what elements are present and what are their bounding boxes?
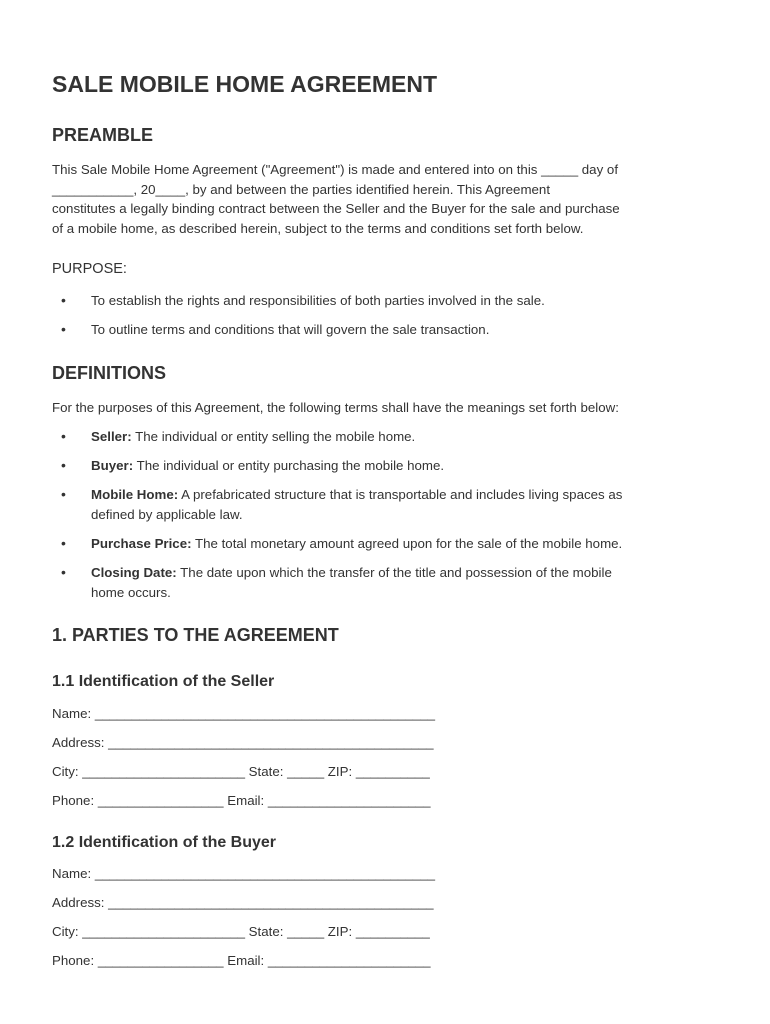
list-item: [52, 456, 712, 476]
preamble-heading: PREAMBLE: [52, 125, 154, 145]
definition-text: The individual or entity purchasing the mobile home.: [136, 458, 445, 473]
buyer-name-field: Name: ______________________________________________: [52, 866, 436, 881]
list-item: • To outline terms and conditions that will govern the sale transaction.: [52, 320, 712, 340]
seller-heading: 1.1 Identification of the Seller: [52, 673, 275, 690]
preamble-line: This Sale Mobile Home Agreement ("Agreement") is made and entered into on this _____ day of: [52, 162, 619, 177]
document-title: SALE MOBILE HOME AGREEMENT: [52, 71, 438, 97]
list-item: [52, 485, 712, 524]
bullet-icon: •: [61, 428, 66, 444]
preamble-line: constitutes a legally binding contract between the Seller and the Buyer for the sale and purchase: [52, 201, 620, 217]
buyer-heading: 1.2 Identification of the Buyer: [52, 834, 277, 851]
seller-phone-email-field: Phone: _________________ Email: ______________________: [52, 793, 431, 808]
definition-text: home occurs.: [91, 584, 171, 600]
definition-text: defined by applicable law.: [91, 506, 243, 522]
preamble-line: ___________, 20____, by and between the parties identified herein. This Agreement: [52, 181, 551, 197]
definition-text: The date upon which the transfer of the title and possession of the mobile: [180, 565, 612, 580]
definition-term: Closing Date:: [91, 565, 177, 580]
purpose-heading: PURPOSE:: [52, 261, 127, 277]
list-item: [52, 427, 712, 447]
section1-heading: 1. PARTIES TO THE AGREEMENT: [52, 625, 339, 645]
buyer-city-state-zip-field: City: ______________________ State: _____ ZIP: __________: [52, 924, 430, 939]
definition-term: Buyer:: [91, 458, 134, 473]
bullet-icon: •: [61, 292, 66, 308]
definition-term: Seller:: [91, 429, 132, 444]
definition-term: Mobile Home:: [91, 487, 179, 502]
bullet-icon: •: [61, 564, 66, 580]
bullet-icon: •: [61, 321, 66, 337]
definition-text: A prefabricated structure that is transportable and includes living spaces as: [181, 487, 623, 502]
bullet-icon: •: [61, 457, 66, 473]
list-item: [52, 534, 712, 554]
list-item: [52, 563, 712, 602]
preamble-text: [52, 160, 720, 238]
preamble-line: of a mobile home, as described herein, subject to the terms and conditions set forth below.: [52, 220, 584, 236]
bullet-icon: •: [61, 486, 66, 502]
buyer-address-field: Address: ____________________________________________: [52, 895, 434, 910]
definitions-heading: DEFINITIONS: [52, 363, 167, 383]
buyer-phone-email-field: Phone: _________________ Email: ______________________: [52, 953, 431, 968]
seller-name-field: Name: ______________________________________________: [52, 706, 436, 721]
seller-city-state-zip-field: City: ______________________ State: _____ ZIP: __________: [52, 764, 430, 779]
definitions-intro: For the purposes of this Agreement, the following terms shall have the meanings set forth below:: [52, 400, 619, 415]
definition-text: The individual or entity selling the mobile home.: [135, 429, 416, 444]
definition-term: Purchase Price:: [91, 536, 192, 551]
bullet-icon: •: [61, 535, 66, 551]
seller-address-field: Address: ____________________________________________: [52, 735, 434, 750]
list-item: • To establish the rights and responsibilities of both parties involved in the sale.: [52, 291, 712, 311]
definition-text: The total monetary amount agreed upon for the sale of the mobile home.: [195, 536, 623, 551]
